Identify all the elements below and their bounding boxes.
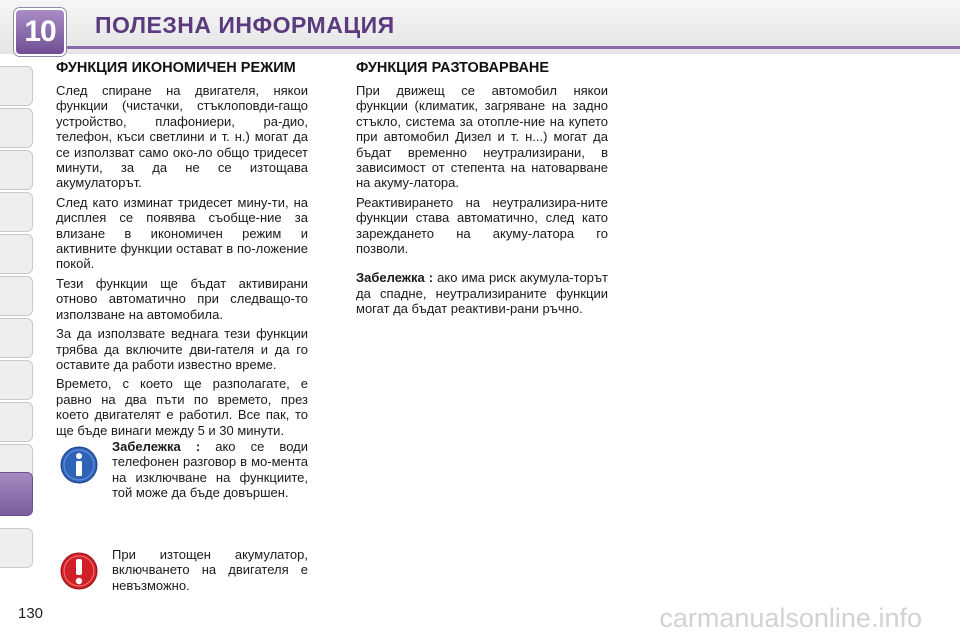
economy-mode-section <box>56 60 308 442</box>
warning-note <box>112 547 308 593</box>
paragraph: След спиране на двигателя, някои функции (чистачки, стъклоповди-гащо устройство, плафониери, ра-дио, телефон, къси светлини и т. н.) могат да се използват само око-ло общо тридесет минути, за да не се изтощава акумулаторът. <box>56 83 308 191</box>
side-tab[interactable] <box>0 108 33 148</box>
paragraph: За да използвате веднага тези функции трябва да включите дви-гателя и да го оставите да работи известно време. <box>56 326 308 372</box>
paragraph: При движещ се автомобил някои функции (климатик, загряване на задно стъкло, система за отопле-ние на купето при автомобил Дизел и т. н...) могат да бъдат временно неутрализирани, в зависимост от степента на натоварване на акуму-латора. <box>356 83 608 191</box>
header-rule <box>60 46 960 49</box>
paragraph: След като изминат тридесет мину-ти, на дисплея се появява съобще-ние за влизане в икономичен режим и активните функции остават в по-ложение покой. <box>56 194 308 272</box>
note-text: ако се води телефонен разговор в мо-мента на изключване на функциите, той може да бъде довършен. <box>112 439 308 501</box>
section-title: ФУНКЦИЯ РАЗТОВАРВАНЕ <box>356 60 550 76</box>
info-icon <box>60 446 98 484</box>
note-text: При изтощен акумулатор, включването на двигателя е невъзможно. <box>112 547 308 593</box>
side-tab[interactable] <box>0 276 33 316</box>
side-tab[interactable] <box>0 318 33 358</box>
paragraph: Времето, с което ще разполагате, е равно на два пъти по времето, през което двигателят е работил. Все пак, то ще бъде винаги между 5 и 30 минути. <box>56 376 308 438</box>
side-tab[interactable] <box>0 192 33 232</box>
side-tab[interactable] <box>0 234 33 274</box>
side-tab[interactable] <box>0 402 33 442</box>
warning-icon <box>60 552 98 590</box>
chapter-number-badge: 10 <box>14 8 66 56</box>
load-shedding-section <box>356 60 608 321</box>
page-number: 130 <box>18 605 44 622</box>
paragraph: Тези функции ще бъдат активирани отново автоматично при следващо-то използване на автомобила. <box>56 275 308 322</box>
note-text: ако има риск акумула-торът да спадне, неутрализираните функции могат да бъдат реактиви-рани ръчно. <box>356 270 608 317</box>
note-label: Забележка : <box>356 270 434 286</box>
section-title: ФУНКЦИЯ ИКОНОМИЧЕН РЕЖИМ <box>56 60 296 76</box>
paragraph: Реактивирането на неутрализира-ните функции става автоматично, след като зареждането на акуму-латора го позволи. <box>356 194 608 257</box>
chapter-title: ПОЛЕЗНА ИНФОРМАЦИЯ <box>95 12 395 38</box>
note-paragraph <box>356 270 608 316</box>
note-label: Забележка : <box>112 439 201 454</box>
side-tab-active[interactable] <box>0 472 33 516</box>
side-tab[interactable] <box>0 360 33 400</box>
side-tab[interactable] <box>0 66 33 106</box>
watermark: carmanualsonline.info <box>659 603 922 633</box>
side-tab[interactable] <box>0 150 33 190</box>
info-note <box>112 439 308 501</box>
side-tab[interactable] <box>0 528 33 568</box>
